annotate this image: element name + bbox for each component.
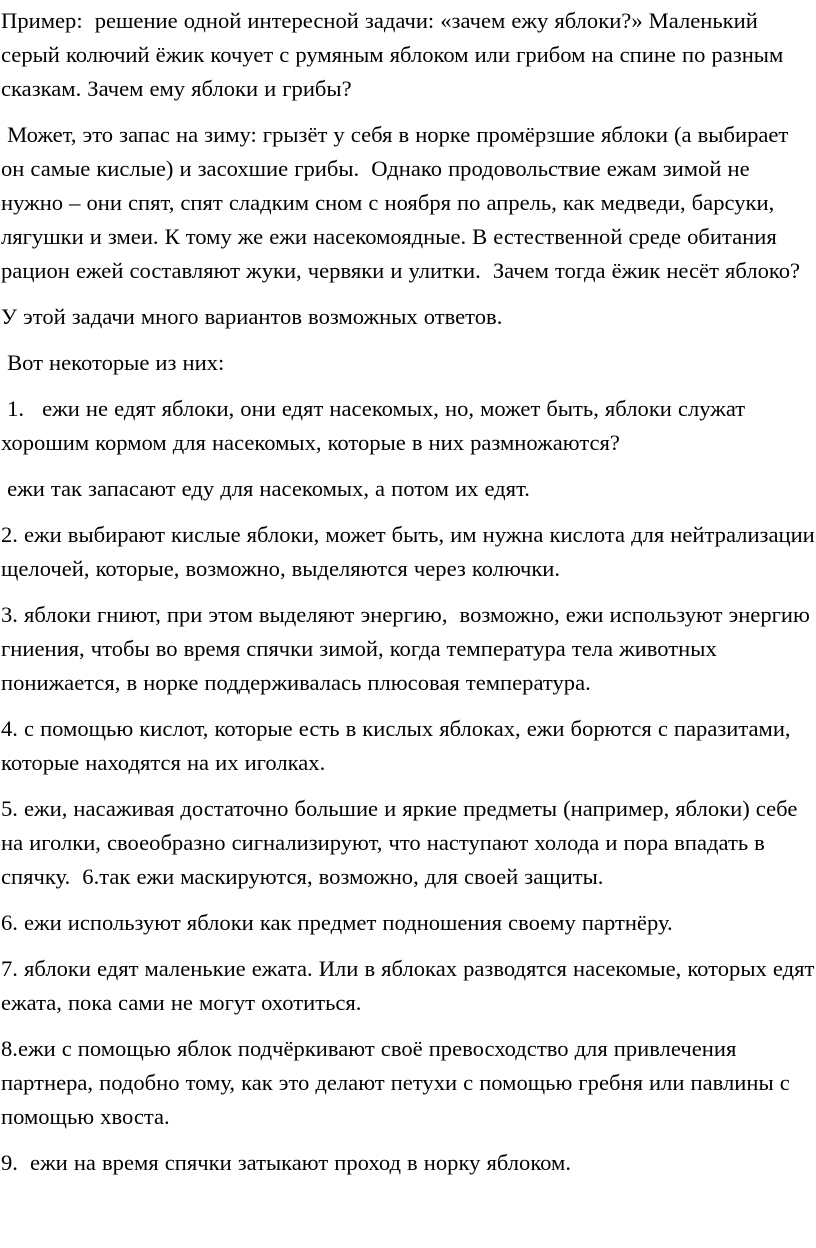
answer-5-paragraph: 5. ежи, насаживая достаточно большие и яркие предметы (например, яблоки) себе на иголки, своеобразно сигнализируют, что наступают холода и пора впадать в спячку. 6.так ежи маскируются, возможно, для своей защиты. <box>1 796 804 889</box>
intro-paragraph: Пример: решение одной интересной задачи: «зачем ежу яблоки?» Маленький серый колючий ёжик кочует с румяным яблоком или грибом на спине по разным сказкам. Зачем ему яблоки и грибы? <box>1 8 790 101</box>
answer-2-paragraph: 2. ежи выбирают кислые яблоки, может быть, им нужна кислота для нейтрализации щелочей, которые, возможно, выделяются через колючки. <box>1 522 815 581</box>
answer-8-paragraph: 8.ежи с помощью яблок подчёркивают своё превосходство для привлечения партнера, подобно тому, как это делают петухи с помощью гребня или павлины с помощью хвоста. <box>1 1036 796 1129</box>
answer-1-continuation: ежи так запасают еду для насекомых, а потом их едят. <box>1 476 530 501</box>
answer-1-paragraph: 1. ежи не едят яблоки, они едят насекомых, но, может быть, яблоки служат хорошим кормом для насекомых, которые в них размножаются? <box>1 396 752 455</box>
answer-7-paragraph: 7. яблоки едят маленькие ежата. Или в яблоках разводятся насекомые, которых едят ежата, пока сами не могут охотиться. <box>1 956 815 1015</box>
answers-intro-paragraph: У этой задачи много вариантов возможных ответов. <box>1 304 503 329</box>
answer-4-paragraph: 4. с помощью кислот, которые есть в кислых яблоках, ежи борются с паразитами, которые находятся на их иголках. <box>1 716 797 775</box>
answer-9-paragraph: 9. ежи на время спячки затыкают проход в норку яблоком. <box>1 1150 571 1175</box>
answer-6-paragraph: 6. ежи используют яблоки как предмет подношения своему партнёру. <box>1 910 673 935</box>
answer-3-paragraph: 3. яблоки гниют, при этом выделяют энергию, возможно, ежи используют энергию гниения, чтобы во время спячки зимой, когда температура тела животных понижается, в норке поддерживалась плюсовая температура. <box>1 602 816 695</box>
winter-supply-paragraph: Может, это запас на зиму: грызёт у себя в норке промёрзшие яблоки (а выбирает он самые кислые) и засохшие грибы. Однако продовольствие ежам зимой не нужно – они спят, спят сладким сном с ноября по апрель, как медведи, барсуки, лягушки и змеи. К тому же ежи насекомоядные. В естественной среде обитания рацион ежей составляют жуки, червяки и улитки. Зачем тогда ёжик несёт яблоко? <box>1 122 801 283</box>
some-answers-heading: Вот некоторые из них: <box>1 350 225 375</box>
